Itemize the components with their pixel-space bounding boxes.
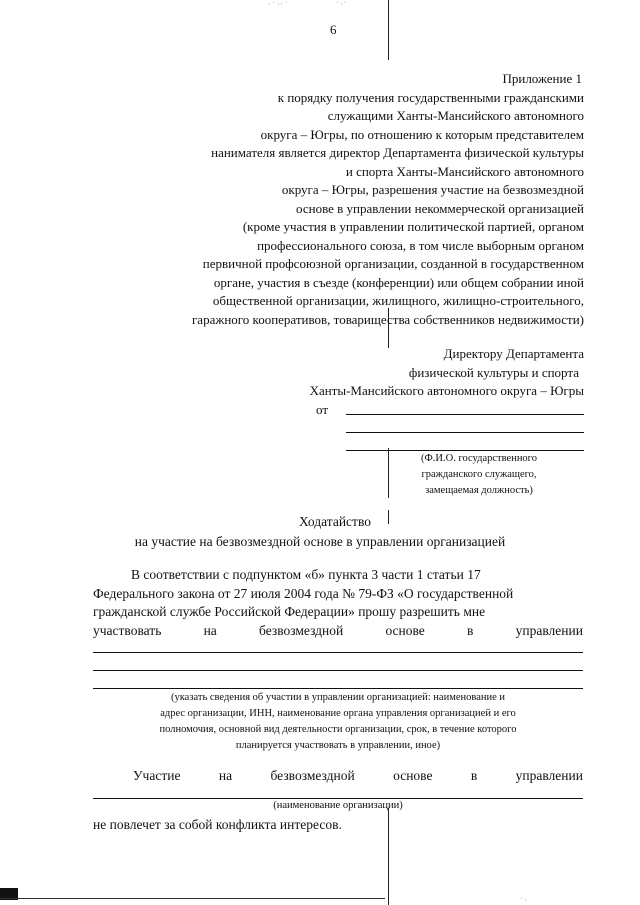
appendix-line: (кроме участия в управлении политической партией, органом [242,219,584,234]
addressee-block [252,345,584,401]
request-paragraph [93,566,583,640]
document-title-subtitle: на участие на безвозмездной основе в управлении организацией [134,534,506,549]
appendix-line: профессионального союза, в том числе выборным органом [257,237,584,253]
organization-details-field[interactable] [93,652,583,653]
appendix-line: и спорта Ханты-Мансийского автономного [345,163,584,179]
hint-line: адрес организации, ИНН, наименование органа управления организацией и его [160,708,516,719]
scan-artifact: ˙ ·˙ [336,0,346,9]
word: безвозмездной [270,768,355,783]
word: основе [393,768,433,783]
paragraph-line-text: В соответствии с подпунктом «б» пункта 3 части 1 статьи 17 [131,567,481,582]
addressee-line: физической культуры и спорта [408,364,579,380]
hint-line: (Ф.И.О. государственного [421,453,537,464]
from-label: от [316,402,329,417]
scan-edge-line [0,898,385,899]
scan-vertical-line [388,0,389,60]
word: управлении [515,622,583,638]
hint-line: замещаемая должность) [425,485,533,496]
appendix-line: основе в управлении некоммерческой организацией [296,200,584,216]
hint-line: (указать сведения об участии в управлении организацией: наименование и [170,692,506,703]
appendix-line: гаражного кооперативов, товарищества собственников недвижимости) [191,311,584,327]
scan-vertical-line [388,808,389,905]
appendix-heading [84,70,584,329]
paragraph-line: Федерального закона от 27 июля 2004 года № 79-ФЗ «О государственной [93,585,514,601]
document-title [0,512,640,552]
scan-vertical-line [388,448,389,498]
appendix-line: общественной организации, жилищного, жилищно-строительного, [212,293,584,308]
organization-details-field-line-3[interactable] [93,688,583,689]
word: основе [385,622,425,638]
appendix-line: округа – Югры, по отношению к которым представителем [260,126,584,142]
word: участвовать [93,622,162,638]
scan-artifact: · ˙ ·· ˙ [268,0,288,9]
word: на [218,768,233,783]
applicant-name-field[interactable] [346,414,584,415]
page-number: 6 [330,22,337,37]
organization-name-hint: (наименование организации) [273,800,403,811]
paragraph-line [93,566,583,585]
appendix-line: служащими Ханты-Мансийского автономного [327,108,584,123]
appendix-line: органе, участия в съезде (конференции) или общем собрании иной [213,274,584,290]
word: безвозмездной [259,622,344,638]
paragraph-line: гражданской службе Российской Федерации» прошу разрешить мне [93,604,486,619]
conclusion-text: не повлечет за собой конфликта интересов. [93,817,342,832]
scan-artifact: ˙ · [520,896,528,905]
document-title-main: Ходатайство [299,514,371,529]
word: в [467,622,474,638]
organization-details-field-line-2[interactable] [93,670,583,671]
paragraph-line [93,622,583,641]
organization-details-hint [93,690,583,754]
addressee-line: Директору Департамента [443,346,584,361]
hint-line: планируется участвовать в управлении, иное) [235,740,441,751]
word: управлении [515,768,583,783]
appendix-line: округа – Югры, разрешения участие на безвозмездной [281,182,584,197]
addressee-line: Ханты-Мансийского автономного округа – Югры [309,383,584,398]
appendix-line: к порядку получения государственными гражданскими [277,89,584,105]
word: на [203,622,217,638]
participation-line [133,768,583,784]
applicant-name-field-line-2[interactable] [346,432,584,433]
organization-name-field[interactable] [93,798,583,799]
applicant-field-hint [394,451,564,499]
appendix-title: Приложение 1 [502,71,582,86]
word: в [470,768,478,783]
hint-line: полномочия, основной вид деятельности организации, срок, в течение которого [159,724,517,735]
hint-line: гражданского служащего, [421,469,537,480]
word: Участие [133,768,181,783]
appendix-line: нанимателя является директор Департамента физической культуры [211,145,584,160]
appendix-line: первичной профсоюзной организации, созданной в государственном [202,256,584,271]
